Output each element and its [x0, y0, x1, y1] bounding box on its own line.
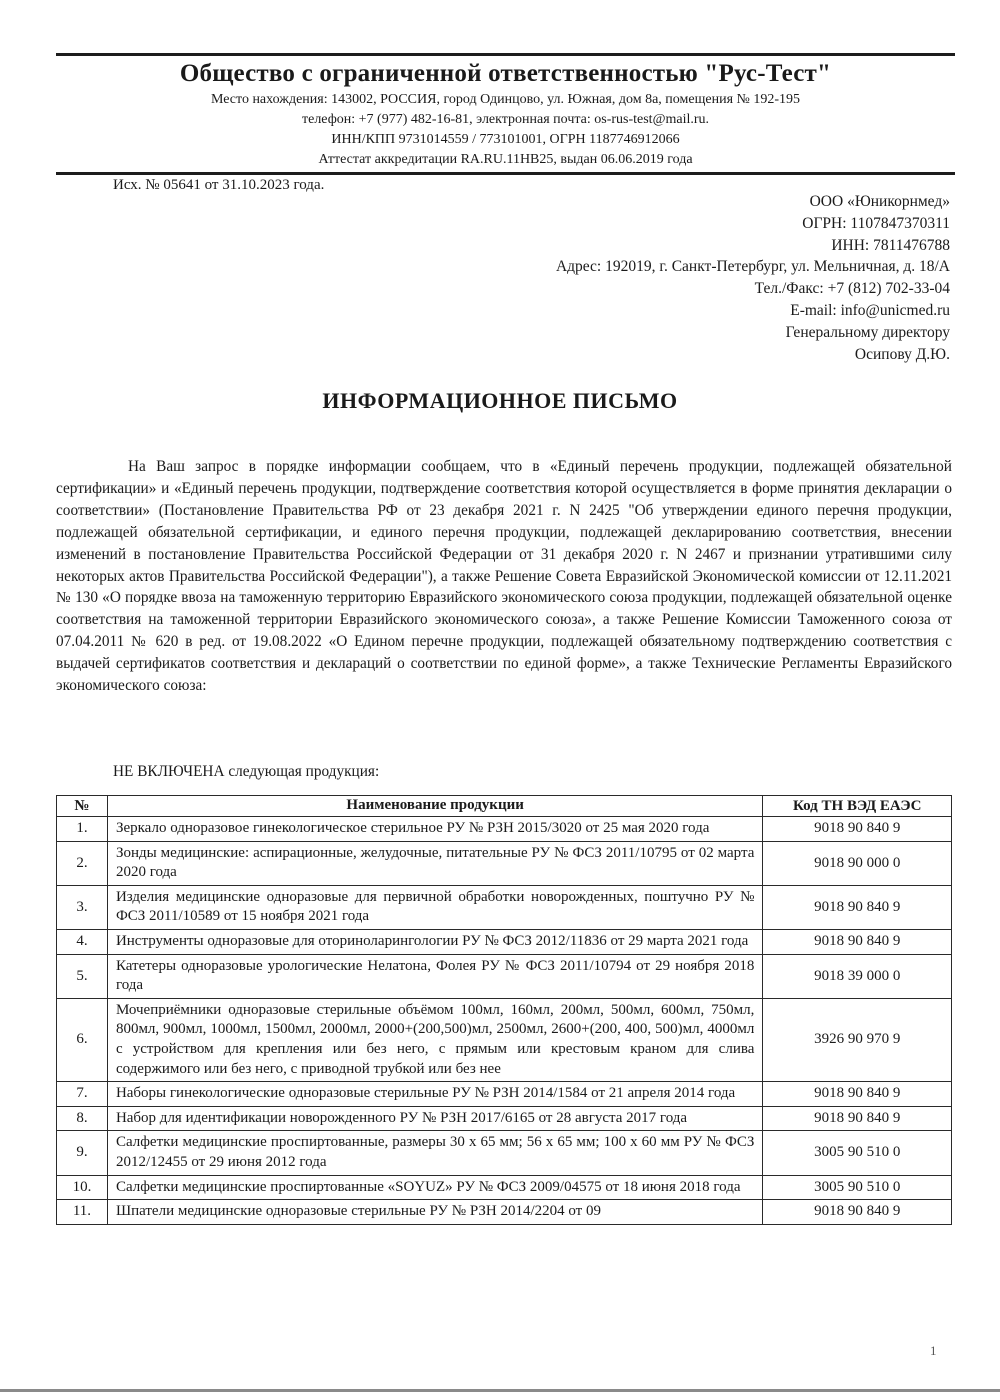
company-accreditation: Аттестат аккредитации RA.RU.11НВ25, выдан 06.06.2019 года: [318, 152, 693, 167]
row-product-name: Набор для идентификации новорожденного РУ № РЗН 2017/6165 от 28 августа 2017 года: [107, 1106, 762, 1131]
table-row: [57, 1175, 952, 1200]
row-tnved-code: 9018 39 000 0: [763, 954, 952, 998]
company-name: Общество с ограниченной ответственностью "Рус-Тест": [179, 60, 832, 87]
row-number: 11.: [57, 1200, 108, 1225]
addressee-position: Генеральному директору: [785, 323, 950, 341]
row-number: 3.: [57, 885, 108, 929]
table-row: [57, 954, 952, 998]
row-product-name: Салфетки медицинские проспиртованные «SOYUZ» РУ № ФСЗ 2009/04575 от 18 июня 2018 года: [107, 1175, 762, 1200]
row-tnved-code: 9018 90 840 9: [763, 817, 952, 842]
row-tnved-code: 9018 90 840 9: [763, 1200, 952, 1225]
outgoing-reference: Исх. № 05641 от 31.10.2023 года.: [113, 177, 325, 193]
table-row: [57, 1106, 952, 1131]
row-product-name: Катетеры одноразовые урологические Нелатона, Фолея РУ № ФСЗ 2011/10794 от 29 ноября 2018 года: [107, 954, 762, 998]
addressee-name: Осипову Д.Ю.: [854, 345, 950, 363]
addressee-email: E-mail: info@unicmed.ru: [790, 301, 950, 319]
row-product-name: Салфетки медицинские проспиртованные, размеры 30 х 65 мм; 56 х 65 мм; 100 х 60 мм РУ № ФСЗ 2012/12455 от 29 июня 2012 года: [107, 1131, 762, 1175]
page-bottom-edge: [0, 1389, 1000, 1392]
addressee-company: ООО «Юникорнмед»: [809, 193, 950, 210]
table-row: [57, 1131, 952, 1175]
letterhead-top-rule: [56, 53, 955, 56]
row-number: 2.: [57, 841, 108, 885]
row-tnved-code: 3005 90 510 0: [763, 1175, 952, 1200]
not-included-label: НЕ ВКЛЮЧЕНА следующая продукция:: [113, 763, 380, 780]
addressee-inn: ИНН: 7811476788: [831, 236, 950, 254]
row-product-name: Инструменты одноразовые для оториноларингологии РУ № ФСЗ 2012/11836 от 29 марта 2021 года: [107, 929, 762, 954]
row-tnved-code: 9018 90 840 9: [763, 929, 952, 954]
header-number: №: [57, 796, 108, 817]
addressee-block: [556, 191, 950, 365]
row-product-name: Зонды медицинские: аспирационные, желудочные, питательные РУ № ФСЗ 2011/10795 от 02 марта 2020 года: [107, 841, 762, 885]
letterhead: [56, 58, 955, 170]
addressee-ogrn: ОГРН: 1107847370311: [802, 214, 950, 232]
row-tnved-code: 3926 90 970 9: [763, 998, 952, 1081]
table-row: [57, 929, 952, 954]
row-number: 8.: [57, 1106, 108, 1131]
addressee-phone: Тел./Факс: +7 (812) 702-33-04: [754, 280, 950, 298]
row-number: 9.: [57, 1131, 108, 1175]
row-number: 5.: [57, 954, 108, 998]
row-tnved-code: 9018 90 840 9: [763, 1106, 952, 1131]
addressee-address: Адрес: 192019, г. Санкт-Петербург, ул. Мельничная, д. 18/А: [555, 258, 950, 276]
row-product-name: Зеркало одноразовое гинекологическое стерильное РУ № РЗН 2015/3020 от 25 мая 2020 года: [107, 817, 762, 842]
row-number: 1.: [57, 817, 108, 842]
table-row: [57, 817, 952, 842]
row-tnved-code: 9018 90 840 9: [763, 885, 952, 929]
row-product-name: Мочеприёмники одноразовые стерильные объёмом 100мл, 160мл, 200мл, 500мл, 600мл, 750мл, 800мл, 900мл, 1000мл, 1500мл, 2000мл, 2000+(200,500)мл, 2500мл, 2600+(200, 400, 500)мл, 4000мл с устройством для крепления или без него, с прямым или крестовым краном для слива содержимого или без него, с приводной трубкой или без нее: [107, 998, 762, 1081]
row-tnved-code: 9018 90 840 9: [763, 1082, 952, 1107]
table-row: [57, 998, 952, 1081]
row-number: 10.: [57, 1175, 108, 1200]
table-row: [57, 841, 952, 885]
row-tnved-code: 9018 90 000 0: [763, 841, 952, 885]
row-tnved-code: 3005 90 510 0: [763, 1131, 952, 1175]
company-contacts: телефон: +7 (977) 482-16-81, электронная почта: os-rus-test@mail.ru.: [301, 112, 710, 127]
header-tnved-code: Код ТН ВЭД ЕАЭС: [763, 796, 952, 817]
row-number: 6.: [57, 998, 108, 1081]
row-product-name: Наборы гинекологические одноразовые стерильные РУ № РЗН 2014/1584 от 21 апреля 2014 года: [107, 1082, 762, 1107]
company-registration: ИНН/КПП 9731014559 / 773101001, ОГРН 1187746912066: [331, 132, 680, 147]
row-product-name: Изделия медицинские одноразовые для первичной обработки новорожденных, поштучно РУ № ФСЗ 2011/10589 от 15 ноября 2021 года: [107, 885, 762, 929]
table-row: [57, 1200, 952, 1225]
header-product-name: Наименование продукции: [107, 796, 762, 817]
table-header-row: [57, 796, 952, 817]
document-title: ИНФОРМАЦИОННОЕ ПИСЬМО: [322, 388, 678, 413]
company-address: Место нахождения: 143002, РОССИЯ, город Одинцово, ул. Южная, дом 8а, помещения № 192-195: [210, 92, 801, 107]
body-paragraph: На Ваш запрос в порядке информации сообщаем, что в «Единый перечень продукции, подлежащей обязательной сертификации» и «Единый перечень продукции, подтверждение соответствия которой осуществляется в форме принятия декларации о соответствии» (Постановление Правительства РФ от 23 декабря 2021 г. N 2425 "Об утверждении единого перечня продукции, подлежащей обязательной сертификации, и единого перечня продукции, подлежащей декларированию соответствия, внесении изменений в постановление Правительства Российской Федерации от 31 декабря 2020 г. N 2467 и признании утратившими силу некоторых актов Правительства Российской Федерации"), а также Решение Совета Евразийской Экономической комиссии от 12.11.2021 № 130 «О порядке ввоза на таможенную территорию Евразийского экономического союза продукции, подлежащей обязательной оценке соответствия на таможенной территории Евразийского экономического союза», а также Решение Комиссии Таможенного союза от 07.04.2011 № 620 в ред. от 19.08.2022 «О Едином перечне продукции, подлежащей обязательному подтверждению соответствия с выдачей сертификатов соответствия и деклараций о соответствии по единой форме», а также Технические Регламенты Евразийского экономического союза:: [56, 458, 952, 695]
row-number: 7.: [57, 1082, 108, 1107]
table-row: [57, 885, 952, 929]
letterhead-bottom-rule: [56, 172, 955, 175]
products-table: [56, 795, 952, 1225]
row-number: 4.: [57, 929, 108, 954]
table-row: [57, 1082, 952, 1107]
row-product-name: Шпатели медицинские одноразовые стерильные РУ № РЗН 2014/2204 от 09: [107, 1200, 762, 1225]
page-number: 1: [930, 1343, 937, 1358]
